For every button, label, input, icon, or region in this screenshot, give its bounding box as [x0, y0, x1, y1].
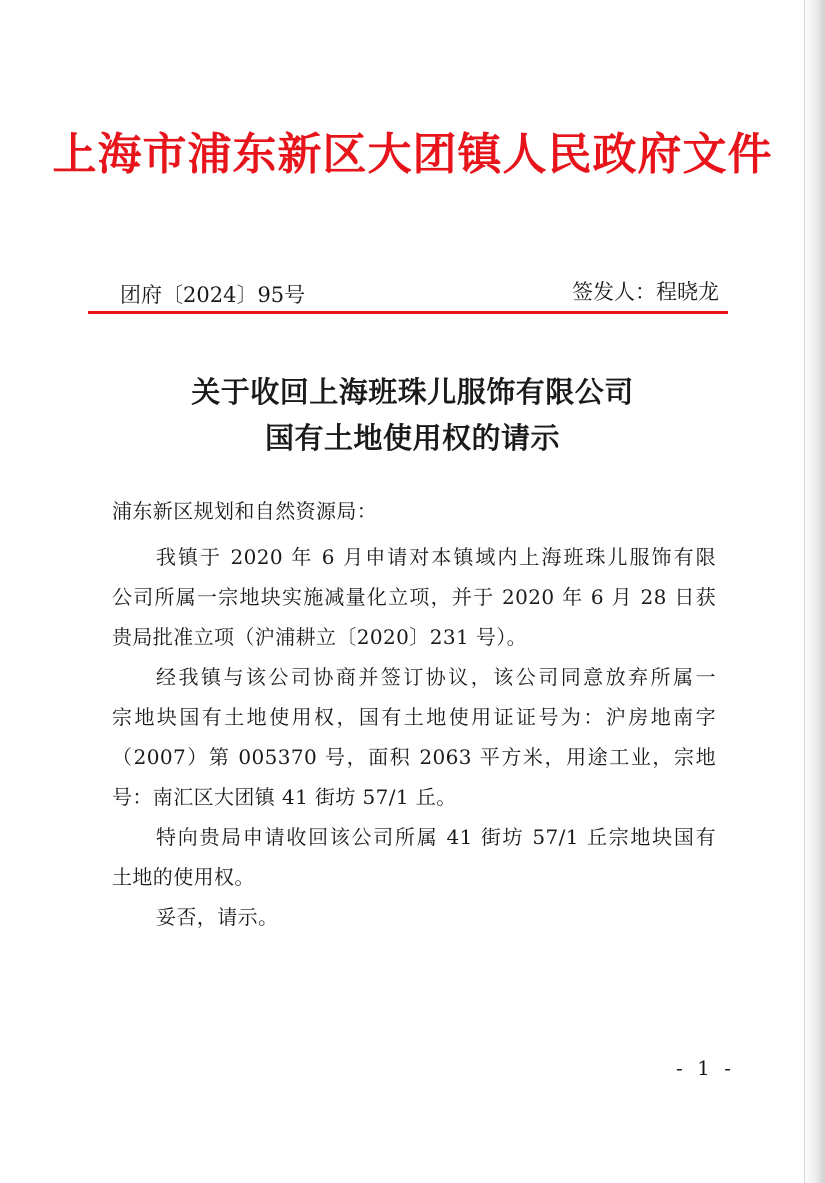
body-line: （2007）第 005370 号，面积 2063 平方米，用途工业，宗地 — [112, 745, 716, 769]
subject-title-line-1: 关于收回上海班珠儿服饰有限公司 — [191, 375, 634, 409]
subject-title-line-2: 国有土地使用权的请示 — [264, 421, 560, 455]
document-header-title: 上海市浦东新区大团镇人民政府文件 — [52, 129, 773, 180]
addressee: 浦东新区规划和自然资源局： — [112, 499, 378, 523]
page-number: - 1 - — [676, 1056, 735, 1080]
body-line: 我镇于 2020 年 6 月申请对本镇域内上海班珠儿服饰有限 — [156, 545, 716, 569]
body-line: 号：南汇区大团镇 41 街坊 57/1 丘。 — [112, 785, 457, 809]
body-line: 土地的使用权。 — [112, 865, 255, 889]
body-line: 公司所属一宗地块实施减量化立项，并于 2020 年 6 月 28 日获 — [112, 585, 716, 609]
body-line: 贵局批准立项（沪浦耕立〔2020〕231 号）。 — [112, 625, 528, 649]
body-line: 宗地块国有土地使用权，国有土地使用证证号为：沪房地南字 — [112, 705, 716, 729]
body-line: 经我镇与该公司协商并签订协议，该公司同意放弃所属一 — [156, 665, 716, 689]
body-line: 特向贵局申请收回该公司所属 41 街坊 57/1 丘宗地块国有 — [156, 825, 716, 849]
issuer-signature: 签发人：程晓龙 — [572, 280, 719, 304]
body-line: 妥否，请示。 — [156, 905, 279, 929]
red-separator-rule — [88, 311, 728, 314]
document-number: 团府〔2024〕95号 — [120, 283, 306, 307]
